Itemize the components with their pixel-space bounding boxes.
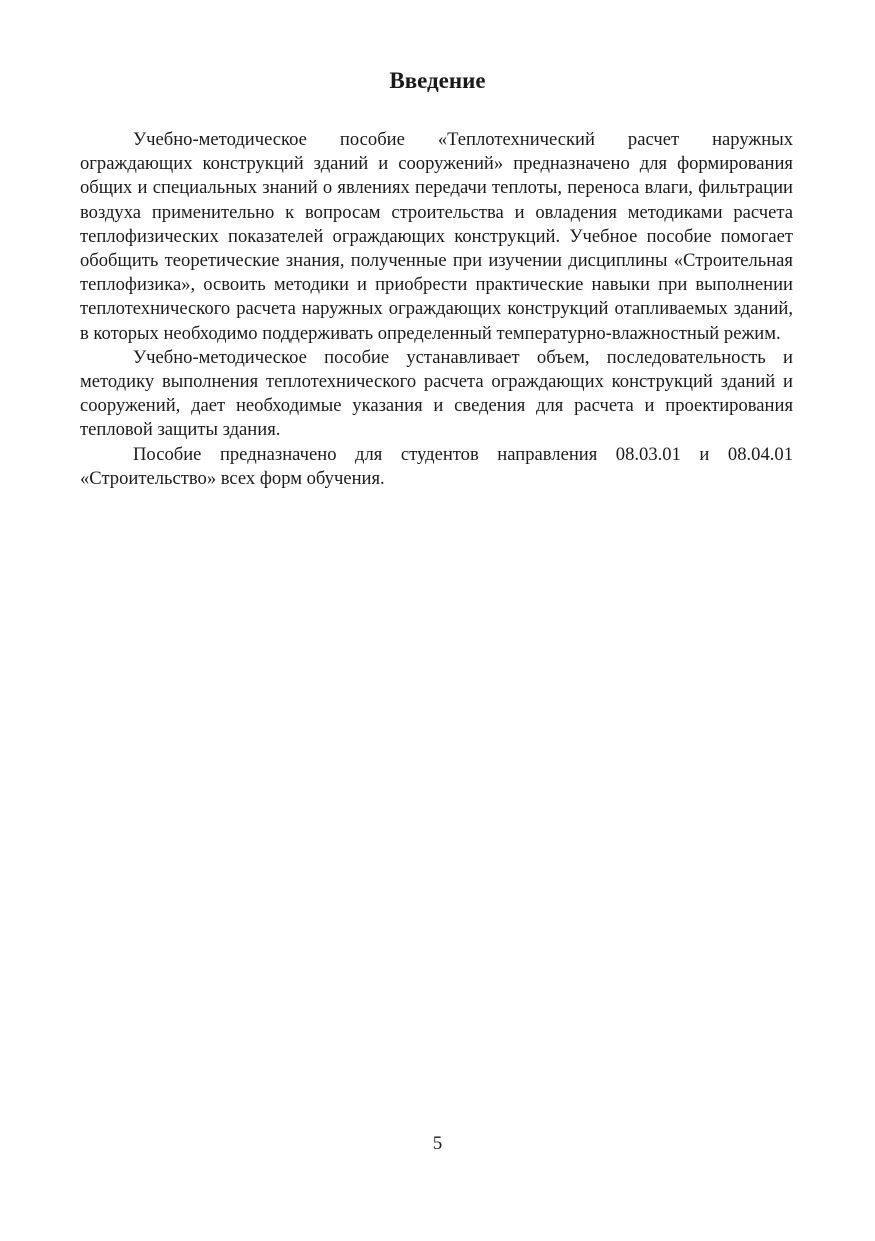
paragraph-intro: Учебно-методическое пособие «Теплотехнический расчет наружных ограждающих конструкций зданий и сооружений» предназначено для формирования общих и специальных знаний о явлениях передачи теплоты, переноса влаги, фильтрации воздуха применительно к вопросам строительства и овладения методиками расчета теплофизических показателей ограждающих конструкций. Учебное пособие помогает обобщить теоретические знания, полученные при изучении дисциплины «Строительная теплофизика», освоить методики и приобрести практические навыки при выполнении теплотехнического расчета наружных ограждающих конструкций отапливаемых зданий, в которых необходимо поддерживать определенный температурно-влажностный режим. [80,129,793,344]
paragraph-scope: Учебно-методическое пособие устанавливает объем, последовательность и методику выполнения теплотехнического расчета ограждающих конструкций зданий и сооружений, дает необходимые указания и сведения для расчета и проектирования тепловой защиты здания. [80,346,793,441]
paragraph-audience: Пособие предназначено для студентов направления 08.03.01 и 08.04.01 «Строительство» всех форм обучения. [80,443,793,489]
body-text [80,128,793,491]
page-number: 5 [432,1133,443,1154]
page-title: Введение [389,68,486,93]
